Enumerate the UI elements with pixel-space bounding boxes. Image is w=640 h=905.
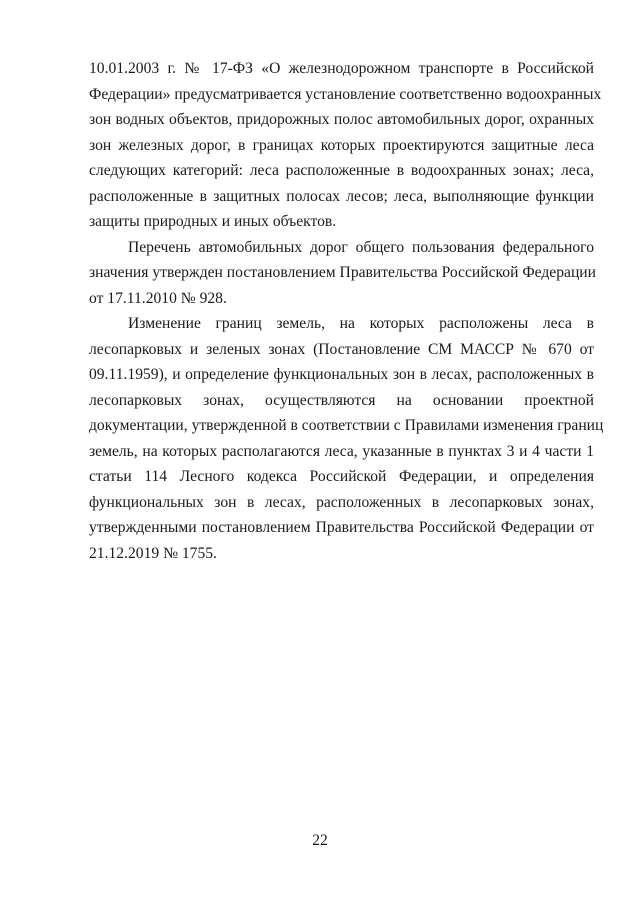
text-line: 09.11.1959), и определение функциональных зон в лесах, расположенных в	[89, 366, 594, 383]
text-line: документации, утвержденной в соответствии с Правилами изменения границ	[89, 417, 604, 434]
text-line: расположенные в защитных полосах лесов; леса, выполняющие функции	[89, 187, 594, 205]
document-body	[89, 56, 604, 566]
text-line: зон железных дорог, в границах которых проектируются защитные леса	[89, 136, 594, 154]
text-line: защиты природных и иных объектов.	[89, 213, 337, 230]
text-line: статьи 114 Лесного кодекса Российской Федерации, и определения	[89, 468, 594, 485]
text-line: Перечень автомобильных дорог общего пользования федерального	[128, 238, 594, 256]
text-line: 21.12.2019 № 1755.	[89, 544, 217, 562]
text-line: зон водных объектов, придорожных полос автомобильных дорог, охранных	[89, 111, 594, 128]
text-line: функциональных зон в лесах, расположенных в лесопарковых зонах,	[89, 493, 594, 511]
text-line: от 17.11.2010 № 928.	[89, 289, 227, 307]
text-line: лесопарковых и зеленых зонах (Постановление СМ МАССР № 670 от	[89, 340, 594, 358]
text-line: Федерации» предусматривается установление соответственно водоохранных	[89, 85, 602, 103]
text-line: значения утвержден постановлением Правительства Российской Федерации	[89, 264, 596, 281]
text-line: 10.01.2003 г. № 17-ФЗ «О железнодорожном транспорте в Российской	[89, 60, 594, 77]
text-line: Изменение границ земель, на которых расположены леса в	[128, 315, 594, 332]
page-number: 22	[312, 832, 328, 849]
text-line: лесопарковых зонах, осуществляются на основании проектной	[89, 391, 594, 409]
paragraph-3	[89, 311, 604, 566]
text-line: следующих категорий: леса расположенные в водоохранных зонах; леса,	[89, 162, 594, 179]
text-line: земель, на которых располагаются леса, указанные в пунктах 3 и 4 части 1	[89, 442, 594, 460]
paragraph-2	[89, 235, 594, 312]
text-line: утвержденными постановлением Правительства Российской Федерации от	[89, 519, 594, 536]
paragraph-1	[89, 56, 602, 235]
